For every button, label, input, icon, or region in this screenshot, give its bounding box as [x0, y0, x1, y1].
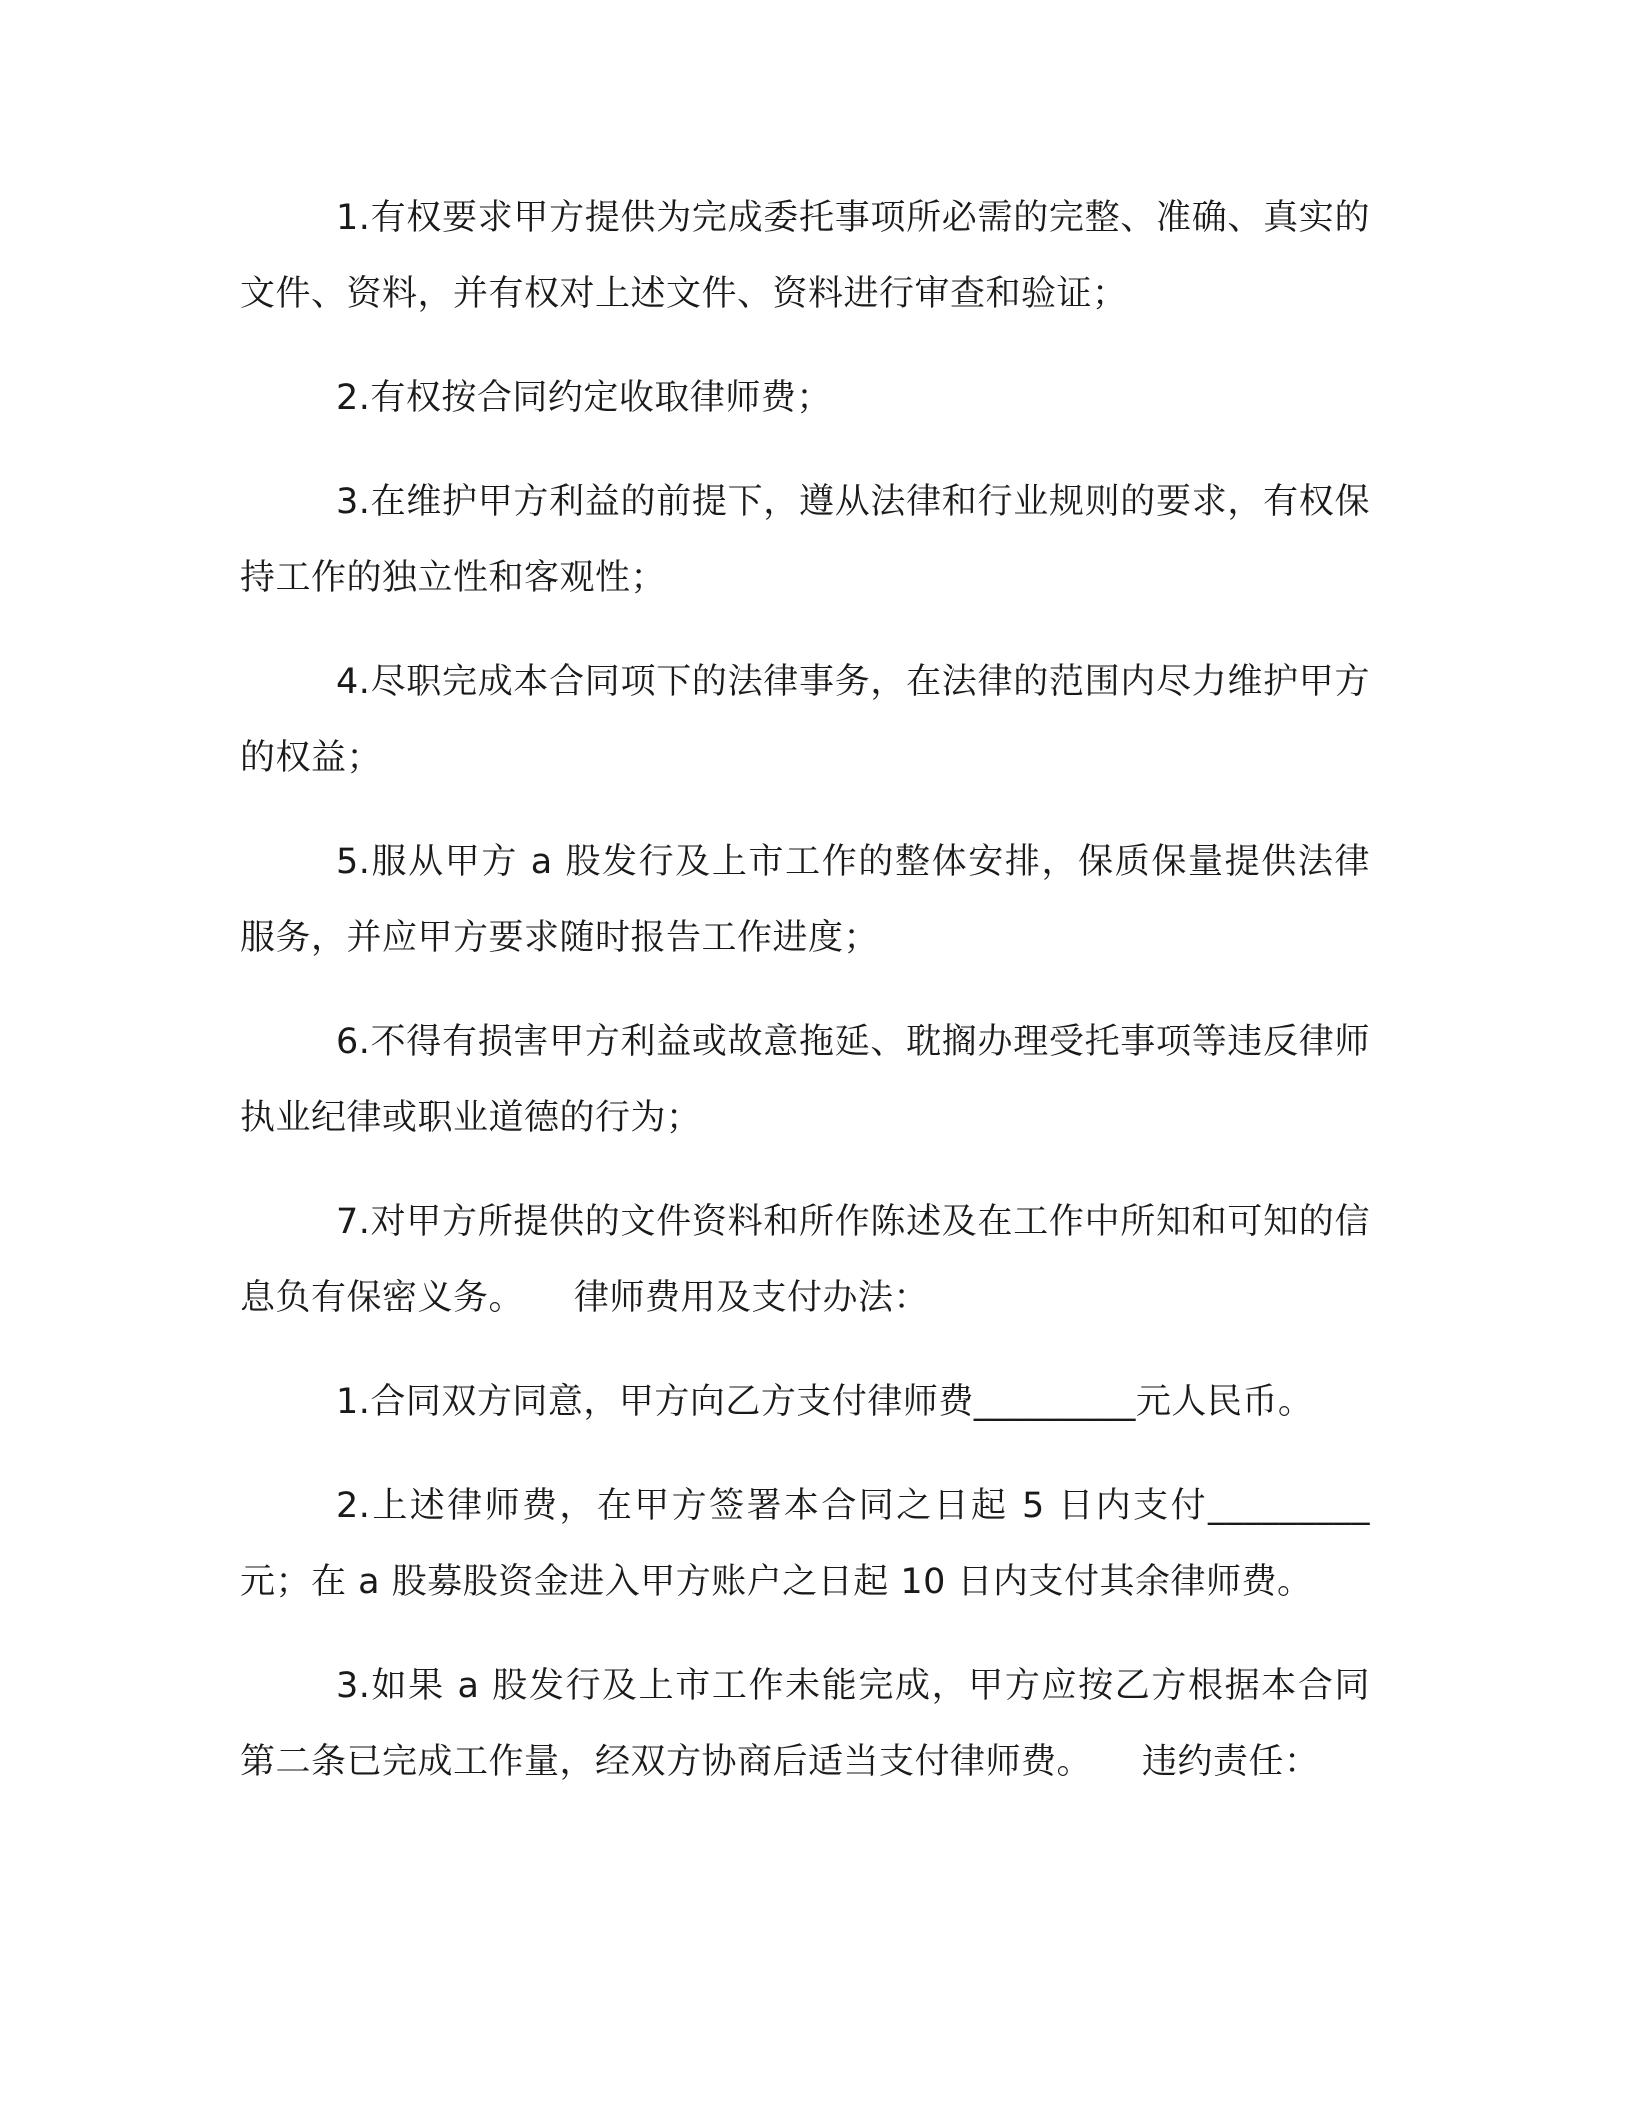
- fee-clause-3: [240, 1648, 1370, 1800]
- clause-5: [240, 824, 1370, 976]
- fee-clause-2: [240, 1468, 1370, 1620]
- clause-1: [240, 180, 1370, 332]
- clause-4: [240, 644, 1370, 796]
- clause-2-text: 2.有权按合同约定收取律师费；: [336, 378, 832, 418]
- clause-7: [240, 1184, 1370, 1336]
- fee-clause-1-text: 1.合同双方同意，甲方向乙方支付律师费_________元人民币。: [336, 1382, 1314, 1422]
- clause-3-text: 3.在维护甲方利益的前提下，遵从法律和行业规则的要求，有权保持工作的独立性和客观性；: [240, 482, 1370, 598]
- document-page: [240, 180, 1370, 1828]
- clause-4-text: 4.尽职完成本合同项下的法律事务，在法律的范围内尽力维护甲方的权益；: [240, 662, 1370, 778]
- fee-clause-3-text: 3.如果 a 股发行及上市工作未能完成，甲方应按乙方根据本合同第二条已完成工作量，经双方协商后适当支付律师费。: [240, 1666, 1370, 1782]
- fee-clause-2-text: 2.上述律师费，在甲方签署本合同之日起 5 日内支付_________元；在 a 股募股资金进入甲方账户之日起 10 日内支付其余律师费。: [240, 1486, 1370, 1602]
- clause-6: [240, 1004, 1370, 1156]
- clause-1-text: 1.有权要求甲方提供为完成委托事项所必需的完整、准确、真实的文件、资料，并有权对上述文件、资料进行审查和验证；: [240, 198, 1370, 314]
- clause-3: [240, 464, 1370, 616]
- fee-clause-1: [240, 1364, 1370, 1440]
- clause-2: [240, 360, 1370, 436]
- clause-7-text: 7.对甲方所提供的文件资料和所作陈述及在工作中所知和可知的信息负有保密义务。: [240, 1202, 1370, 1318]
- clause-5-text: 5.服从甲方 a 股发行及上市工作的整体安排，保质保量提供法律服务，并应甲方要求随时报告工作进度；: [240, 842, 1370, 958]
- clause-6-text: 6.不得有损害甲方利益或故意拖延、耽搁办理受托事项等违反律师执业纪律或职业道德的行为；: [240, 1022, 1370, 1138]
- section-heading-liability: 违约责任：: [1142, 1742, 1320, 1782]
- section-heading-fees: 律师费用及支付办法：: [574, 1278, 930, 1318]
